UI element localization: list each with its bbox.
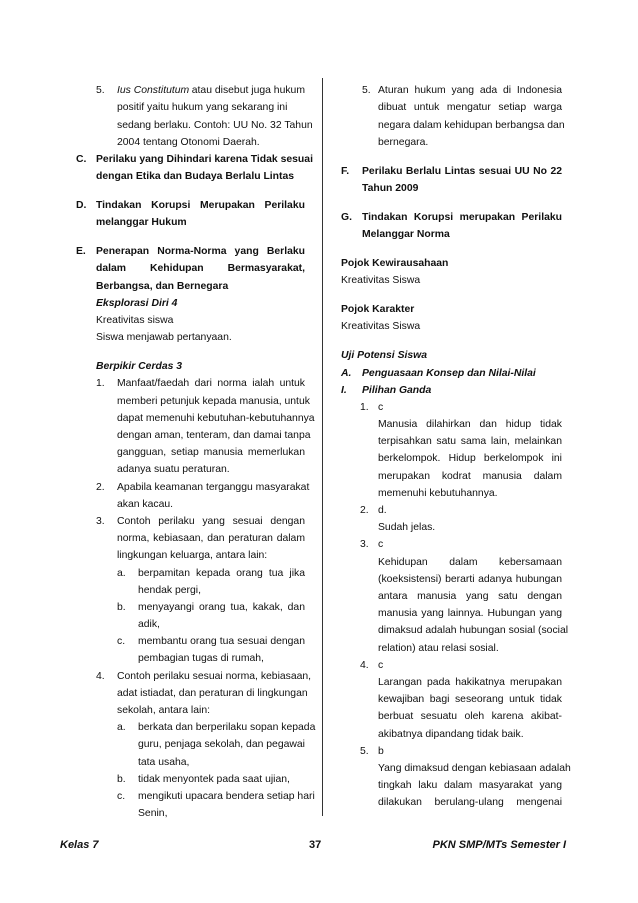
section-heading: Tahun 2009 (362, 182, 419, 194)
section-letter: D. (76, 200, 87, 212)
column-divider (322, 78, 323, 816)
text-line: antara manusia yang satu dengan (378, 591, 562, 603)
subsection-title: Pojok Karakter (341, 304, 415, 316)
question-number: 5. (360, 745, 369, 757)
subsection-title: Eksplorasi Diri 4 (96, 297, 178, 309)
section-letter: E. (76, 246, 86, 258)
text-line: Contoh perilaku yang sesuai dengan (117, 515, 305, 527)
text-line: berbuat sesuatu oleh karena akibat- (378, 711, 562, 723)
list-number: 2. (96, 481, 105, 493)
section-letter: C. (76, 153, 87, 165)
subsection-title: Uji Potensi Siswa (341, 350, 428, 362)
text-line: Manusia dilahirkan dan hidup tidak (378, 419, 562, 431)
text-line: tingkah laku dalam masyarakat yang (378, 780, 562, 792)
text-line: relation) atau relasi sosial. (378, 642, 499, 654)
text-line: dibuat untuk mengatur setiap warga (378, 102, 562, 114)
question-number: 4. (360, 659, 369, 671)
section-heading: melanggar Hukum (96, 217, 187, 229)
page-number: 37 (309, 839, 322, 851)
text-line: sekolah, antara lain: (117, 705, 210, 717)
answer-key: c (378, 401, 384, 413)
section-heading: Berbangsa, dan Bernegara (96, 280, 229, 292)
list-letter: a. (117, 567, 126, 579)
text-line: terpisahkan satu sama lain, melainkan (378, 436, 562, 448)
text-line: Yang dimaksud dengan kebiasaan adalah (378, 762, 571, 774)
subsection-title: Berpikir Cerdas 3 (96, 361, 183, 373)
text-line: mengikuti upacara bendera setiap hari (138, 791, 315, 803)
text-line: memenuhi kebutuhannya. (378, 487, 498, 499)
text-line: adik, (138, 619, 160, 631)
word: Perilaku (264, 200, 305, 212)
question-number: 2. (360, 505, 369, 517)
section-letter: G. (341, 211, 352, 223)
section-letter: F. (341, 165, 350, 177)
text-line: sedang berlaku. Contoh: UU No. 32 Tahun (117, 119, 313, 131)
text-line: tata usaha, (138, 756, 190, 768)
text-fragment: atau disebut juga hukum (191, 85, 305, 97)
text-fragment: positif yaitu hukum yang sekarang ini (117, 102, 288, 114)
text-line: guru, penjaga sekolah, dan pegawai (138, 739, 305, 751)
text-line: merupakan kodrat manusia dalam (378, 470, 562, 482)
list-number: 5. (96, 85, 105, 97)
section-heading: Penguasaan Konsep dan Nilai-Nilai (362, 367, 536, 379)
text-line (117, 86, 305, 96)
text-line: berkata dan berperilaku sopan kepada (138, 722, 316, 734)
text-line: dapat memenuhi kebutuhan-kebutuhannya (117, 412, 315, 424)
text-line: hendak pergi, (138, 584, 201, 596)
answer-key: c (378, 659, 384, 671)
text-line: berkelompok. Hidup berkelompok ini (378, 453, 562, 465)
section-letter: A. (341, 367, 352, 379)
text-line: Senin, (138, 808, 168, 820)
text-line: Kehidupan dalam kebersamaan (378, 556, 562, 568)
text-line: akan kacau. (117, 498, 174, 510)
section-heading: Perilaku Berlalu Lintas sesuai UU No 22 (362, 165, 562, 177)
text-line: kewajiban bagi seseorang untuk tidak (378, 694, 562, 706)
section-heading: Perilaku yang Dihindari karena Tidak sesuai (96, 153, 313, 165)
answer-key: d. (378, 505, 387, 517)
text-line: manusia yang lainnya. Hubungan yang (378, 608, 562, 620)
text-line: (koeksistensi) berarti adanya hubungan (378, 573, 562, 585)
section-heading: Penerapan Norma-Norma yang Berlaku (96, 246, 305, 258)
text-line: dimaksud adalah hubungan sosial (social (378, 625, 569, 637)
list-letter: c. (117, 791, 126, 803)
list-letter: b. (117, 601, 126, 613)
list-number: 3. (96, 515, 105, 527)
text-line: memberi petunjuk kepada manusia, untuk (117, 395, 310, 407)
text-line: Sudah jelas. (378, 522, 436, 534)
text-line: gangguan, setiap manusia memerlukan (117, 447, 305, 459)
text-line: Siswa menjawab pertanyaan. (96, 332, 232, 344)
text-line: pembagian tugas di rumah, (138, 653, 264, 665)
text-line: Apabila keamanan terganggu masyarakat (117, 481, 310, 493)
word: Tindakan (96, 200, 142, 212)
text-line: 2004 tentang Otonomi Daerah. (117, 136, 260, 148)
word: Merupakan (200, 200, 255, 212)
text-line: adanya suatu peraturan. (117, 464, 230, 476)
section-heading (96, 201, 305, 211)
text-line: Manfaat/faedah dari norma ialah untuk (117, 378, 305, 390)
text-line: Aturan hukum yang ada di Indonesia (378, 85, 562, 97)
footer-class-label: Kelas 7 (60, 839, 99, 851)
list-letter: a. (117, 722, 126, 734)
section-heading: Melanggar Norma (362, 229, 450, 241)
text-line: norma, kebiasaan, dan peraturan dalam (117, 533, 305, 545)
text-line: tidak menyontek pada saat ujian, (138, 773, 290, 785)
question-number: 1. (360, 401, 369, 413)
text-line: lingkungan keluarga, antara lain: (117, 550, 268, 562)
list-number: 5. (362, 85, 371, 97)
text-line: menyayangi orang tua, kakak, dan (138, 601, 305, 613)
section-letter: I. (341, 384, 347, 396)
subsection-title: Pojok Kewirausahaan (341, 258, 449, 269)
text-line: adat istiadat, dan peraturan di lingkungan (117, 687, 308, 699)
list-number: 1. (96, 378, 105, 390)
text-line: dilakukan berulang-ulang mengenai (378, 797, 562, 809)
text-line: negara dalam kehidupan berbangsa dan (378, 119, 565, 131)
text-line: membantu orang tua sesuai dengan (138, 636, 305, 648)
text-line: Larangan pada hakikatnya merupakan (378, 677, 562, 688)
word: Korupsi (151, 200, 191, 212)
text-line: Kreativitas siswa (96, 315, 174, 326)
answer-key: c (378, 539, 384, 551)
list-number: 4. (96, 670, 105, 682)
text-line: bernegara. (378, 136, 429, 148)
text-line: Kreativitas Siswa (341, 321, 421, 333)
list-letter: b. (117, 773, 126, 785)
section-heading: dalam Kehidupan Bermasyarakat, (96, 263, 305, 275)
section-heading: Tindakan Korupsi merupakan Perilaku (362, 211, 562, 223)
list-letter: c. (117, 636, 126, 648)
section-heading: dengan Etika dan Budaya Berlalu Lintas (96, 171, 295, 183)
italic-term: Ius Constitutum (117, 85, 190, 97)
section-heading: Pilihan Ganda (362, 384, 432, 396)
text-line: dengan aman, tenteram, dan damai tanpa (117, 429, 311, 441)
text-line: akibatnya dipandang tidak baik. (378, 728, 524, 740)
text-line (117, 103, 305, 113)
text-line: Kreativitas Siswa (341, 275, 421, 287)
text-line: berpamitan kepada orang tua jika (138, 567, 305, 579)
answer-key: b (378, 745, 384, 757)
question-number: 3. (360, 539, 369, 551)
text-line: Contoh perilaku sesuai norma, kebiasaan, (117, 670, 312, 682)
footer-subject-label: PKN SMP/MTs Semester I (432, 839, 566, 851)
